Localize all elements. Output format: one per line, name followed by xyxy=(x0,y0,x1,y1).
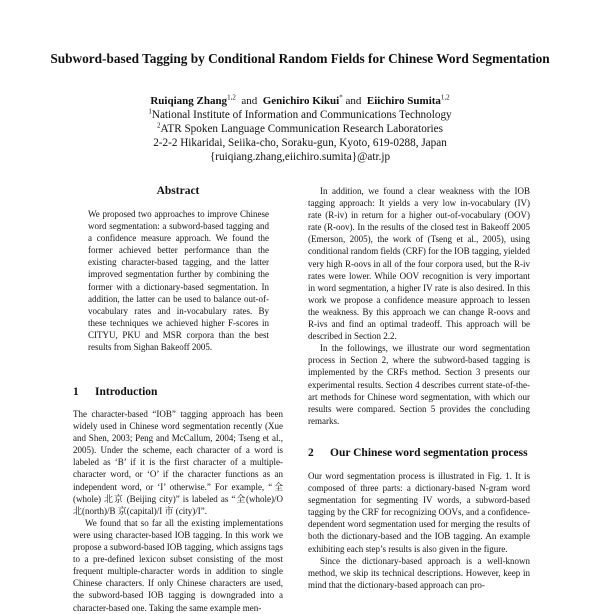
author-superscript: 1,2 xyxy=(227,93,236,102)
paragraph: We found that so far all the existing implementations were using character-based IOB tagging. In this work we propose a subword-based IOB tagging, which assigns tags to a pre-defined lexicon subset consisting of the most frequent multiple-character words in addition to single Chinese characters. If only Chinese characters are used, the subword-based IOB tagging is downgraded into a character-based one. Taking the same example men- xyxy=(73,517,283,613)
abstract-text: We proposed two approaches to improve Chinese word segmentation: a subword-based tagging and a confidence measure approach. We found the former achieved better performance than the existing character-based tagging, and the latter improved segmentation further by combining the former with a dictionary-based segmentation. In addition, the latter can be used to balance out-of-vocabulary rates and in-vocabulary rates. By these techniques we achieved higher F-scores in CITYU, PKU and MSR corpora than the best results from Sighan Bakeoff 2005. xyxy=(88,209,269,353)
author-superscript: 1,2 xyxy=(440,93,450,102)
paragraph: In addition, we found a clear weakness with the IOB tagging approach: It yields a very low in-vocabulary (IV) rate (R-iv) in return for a higher out-of-vocabulary (OOV) rate (R-oov). In the results of the closed test in Bakeoff 2005 (Emerson, 2005), the work of (Tseng et al., 2005), using conditional random fields (CRF) for the IOB tagging, yielded very high R-oovs in all of the four corpora used, but the R-iv rates were lower. While OOV recognition is very important in word segmentation, a higher IV rate is also desired. In this work we propose a confidence measure approach to lessen the weakness. By this approach we can change R-oovs and R-ivs and find an optimal tradeoff. This approach will be described in Section 2.2. xyxy=(308,186,530,342)
affiliation-email: {ruiqiang.zhang,eiichiro.sumita}@atr.jp xyxy=(209,151,391,163)
section-number: 1 xyxy=(73,386,79,398)
paper-title: Subword-based Tagging by Conditional Random Fields for Chinese Word Segmentation xyxy=(50,51,550,66)
affiliation-address: 2-2-2 Hikaridai, Seiika-cho, Soraku-gun, Kyoto, 619-0288, Japan xyxy=(153,137,447,149)
section-2-heading xyxy=(308,447,528,459)
right-column-body xyxy=(308,185,530,427)
author-separator: and xyxy=(345,95,362,107)
affiliation-line xyxy=(40,108,560,122)
affiliation-superscript: 1 xyxy=(148,107,152,116)
paragraph: Our word segmentation process is illustrated in Fig. 1. It is composed of three parts: a dictionary-based N-gram word segmentation for segmenting IV words, a subword-based tagging by the CRF for recognizing OOVs, and a confidence-dependent word segmentation used for merging the results of both the dictionary-based and the IOB tagging. An example exhibiting each step’s results is also given in the figure. xyxy=(308,471,530,554)
author-superscript: * xyxy=(339,93,343,102)
affiliation-superscript: 2 xyxy=(157,121,161,130)
affiliation-line xyxy=(40,122,560,136)
abstract-heading: Abstract xyxy=(156,185,200,197)
affiliation-block xyxy=(40,108,560,164)
introduction-body xyxy=(73,408,283,614)
section-title: Introduction xyxy=(95,386,158,398)
section-title: Our Chinese word segmentation process xyxy=(330,447,528,459)
section-number: 2 xyxy=(308,447,314,459)
paragraph: The character-based “IOB” tagging approach has been widely used in Chinese word segmentation recently (Xue and Shen, 2003; Peng and McCallum, 2004; Tseng et al., 2005). Under the scheme, each character of a word is labeled as ‘B’ if it is the first character of a multiple-character word, or ‘O’ if the character functions as an independent word, or ‘I’ otherwise.” For example, “全(whole) 北京 (Beijing city)” is labeled as “全(whole)/O 北(north)/B 京(capital)/I 市 (city)/I”. xyxy=(73,409,283,516)
affiliation-text: National Institute of Information and Communications Technology xyxy=(151,109,452,121)
author-line xyxy=(40,94,560,108)
section-1-heading xyxy=(73,386,157,398)
author-name: Genichiro Kikui xyxy=(262,95,340,107)
author-name: Ruiqiang Zhang xyxy=(150,95,228,107)
author-separator: and xyxy=(241,95,258,107)
affiliation-text: ATR Spoken Language Communication Research Laboratories xyxy=(160,123,443,135)
author-name: Eiichiro Sumita xyxy=(366,95,441,107)
section-2-body xyxy=(308,470,530,591)
paragraph: Since the dictionary-based approach is a well-known method, we skip its technical descriptions. However, keep in mind that the dictionary-based approach can pro- xyxy=(308,555,530,590)
paragraph: In the followings, we illustrate our word segmentation process in Section 2, where the subword-based tagging is implemented by the CRFs method. Section 3 presents our experimental results. Section 4 describes current state-of-the-art methods for Chinese word segmentation, with which our results were compared. Section 5 provides the concluding remarks. xyxy=(308,343,530,426)
